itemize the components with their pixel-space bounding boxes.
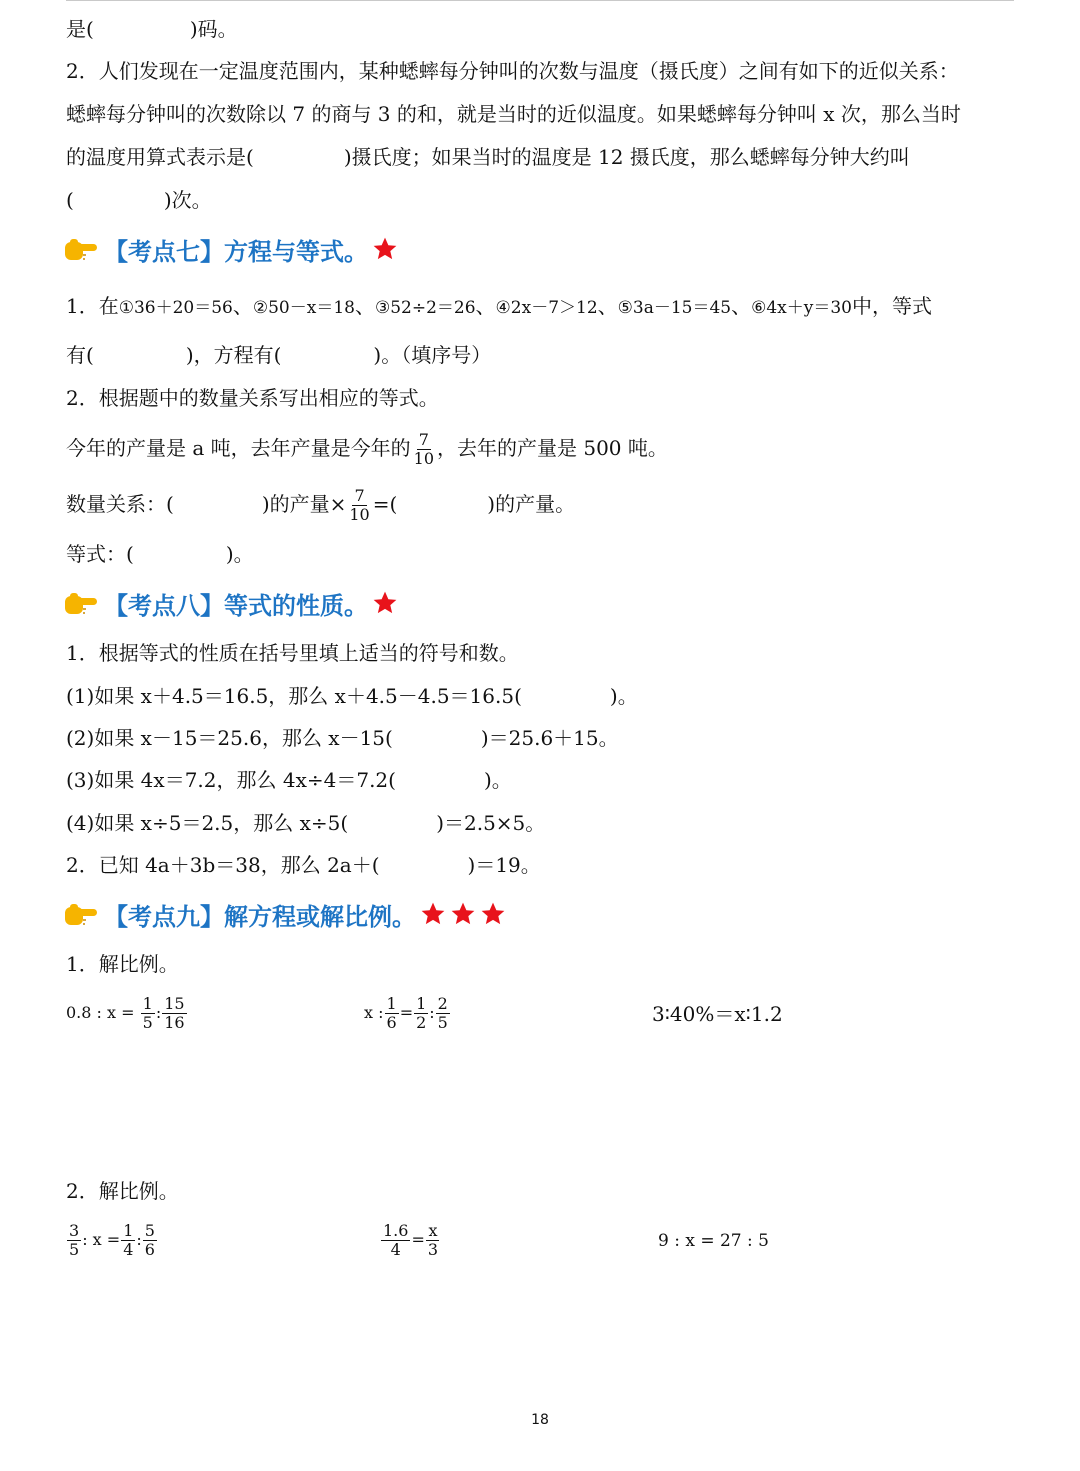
- question-text: (2)如果 x－15＝25.6，那么 x－15( )＝25.6＋15。: [66, 726, 619, 750]
- section-title: 【考点八】等式的性质。: [104, 591, 368, 620]
- proportion-problem: 9 : x = 27 : 5: [658, 1231, 769, 1251]
- pointing-hand-icon: [64, 899, 98, 929]
- question-text: 等式：( )。: [66, 542, 254, 566]
- star-icon: [420, 901, 446, 927]
- question-text: 1．解比例。: [66, 952, 179, 976]
- fraction: $\frac{15}{16}$: [164, 994, 185, 1032]
- fraction: $\frac{1}{4}$: [123, 1221, 134, 1259]
- pointing-hand-icon: [64, 234, 98, 264]
- star-icon: [480, 901, 506, 927]
- fraction: $\frac{1}{6}$: [386, 994, 397, 1032]
- question-text: 2．根据题中的数量关系写出相应的等式。: [66, 386, 439, 410]
- fraction: $\frac{3}{5}$: [69, 1221, 80, 1259]
- question-text: 有( )，方程有( )。（填序号）: [66, 343, 492, 367]
- page-number: 18: [531, 1412, 549, 1428]
- question-text: (1)如果 x＋4.5＝16.5，那么 x＋4.5－4.5＝16.5( )。: [66, 684, 638, 708]
- star-icon: [450, 901, 476, 927]
- question-text: 的温度用算式表示是( )摄氏度；如果当时的温度是 12 摄氏度，那么蟋蟀每分钟大约叫: [66, 145, 910, 169]
- fraction: $\frac{7}{10}$: [413, 430, 434, 468]
- fraction: $\frac{2}{5}$: [437, 994, 448, 1032]
- fraction: $\frac{7}{10}$: [349, 486, 370, 524]
- fraction: $\frac{5}{6}$: [144, 1221, 155, 1259]
- question-text: (4)如果 x÷5＝2.5，那么 x÷5( )＝2.5×5。: [66, 811, 546, 835]
- fraction: $\frac{1}{2}$: [416, 994, 427, 1032]
- pointing-hand-icon: [64, 588, 98, 618]
- proportion-problem: 3∶40%＝x∶1.2: [652, 1002, 783, 1026]
- section-heading: [64, 894, 506, 934]
- section-heading: [64, 583, 398, 623]
- star-icon: [372, 236, 398, 262]
- question-text: (3)如果 4x＝7.2，那么 4x÷4＝7.2( )。: [66, 768, 512, 792]
- question-text: 2．人们发现在一定温度范围内，某种蟋蟀每分钟叫的次数与温度（摄氏度）之间有如下的近似关系：: [66, 59, 959, 83]
- proportion-problem: $\frac{3}{5}$ : x = $\frac{1}{4}$ : $\frac{5}{6}$: [69, 1221, 155, 1259]
- fraction: $\frac{1}{5}$: [142, 994, 153, 1032]
- question-text: 蟋蟀每分钟叫的次数除以 7 的商与 3 的和，就是当时的近似温度。如果蟋蟀每分钟叫 x 次，那么当时: [66, 102, 961, 126]
- proportion-problem: x : $\frac{1}{6}$ = $\frac{1}{2}$ : $\frac{2}{5}$: [364, 994, 448, 1032]
- question-text: 1．在①36＋20＝56、②50－x＝18、③52÷2＝26、④2x－7＞12、⑤3a－15＝45、⑥4x＋y＝30中，等式: [66, 294, 932, 318]
- question-text: ( )次。: [66, 188, 212, 212]
- top-rule: [66, 0, 1014, 1]
- question-text: 今年的产量是 a 吨，去年产量是今年的 $\frac{7}{10}$ ，去年的产量是 500 吨。: [66, 430, 668, 468]
- proportion-problem: $\frac{1.6}{4}$ = $\frac{x}{3}$: [383, 1221, 439, 1259]
- text-line: 是( )码。: [66, 17, 238, 41]
- proportion-problem: 0.8 : x = $\frac{1}{5}$ : $\frac{15}{16}$: [66, 994, 185, 1032]
- section-title: 【考点七】方程与等式。: [104, 237, 368, 266]
- question-text: 2．解比例。: [66, 1179, 179, 1203]
- fraction: $\frac{1.6}{4}$: [383, 1221, 409, 1259]
- question-text: 数量关系：( )的产量× $\frac{7}{10}$ =( )的产量。: [66, 486, 576, 524]
- section-heading: [64, 229, 398, 269]
- question-text: 1．根据等式的性质在括号里填上适当的符号和数。: [66, 641, 519, 665]
- section-title: 【考点九】解方程或解比例。: [104, 902, 416, 931]
- fraction: $\frac{x}{3}$: [427, 1221, 439, 1259]
- question-text: 2．已知 4a＋3b＝38，那么 2a＋( )＝19。: [66, 853, 541, 877]
- star-icon: [372, 590, 398, 616]
